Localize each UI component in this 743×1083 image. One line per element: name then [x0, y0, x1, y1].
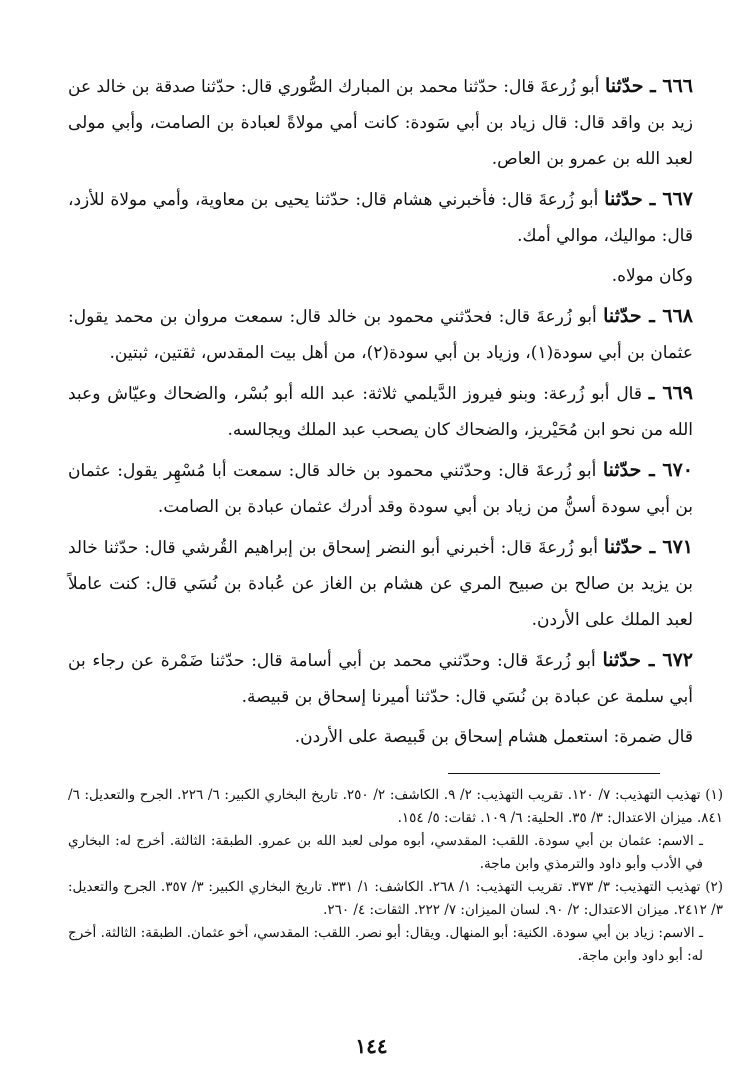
- paragraph-672: [68, 642, 723, 715]
- paragraph-text: أبو زُرعةَ قال: وحدّثني محمود بن خالد قال: سمعت أبا مُسْهِر يقول: عثمان بن أبي سودة أسنُّ من زياد بن أبي سودة وقد أدرك عثمان عبادة بن الصامت.: [68, 461, 693, 517]
- hadith-marker: ٦٧٢ ـ حدّثنا: [602, 649, 694, 671]
- paragraph-continuation: [68, 258, 723, 294]
- footnotes: [68, 784, 723, 968]
- hadith-marker: ٦٦٨ ـ حدّثنا: [603, 305, 693, 327]
- paragraph-666: [68, 68, 723, 177]
- footnote-1: (١) تهذيب التهذيب: ٧/ ١٢٠. تقريب التهذيب: ٢/ ٩. الكاشف: ٢/ ٢٥٠. تاريخ البخاري الكبير: ٦/ ٢٢٦. الجرح والتعديل: ٦/ ٨٤١. ميزان الاعتدال: ٣/ ٣٥. الحلية: ٦/ ١٠٩. ثقات: ٥/ ١٥٤.: [68, 787, 724, 826]
- footnote-2-detail: ـ الاسم: زياد بن أبي سودة. الكنية: أبو المنهال. ويقال: أبو نصر. اللقب: المقدسي، أخو عثمان. الطبقة: الثالثة. أخرج له: أبو داود وابن ماجة.: [68, 925, 703, 964]
- paragraph-671: [68, 529, 723, 638]
- paragraph-text: أبو زُرعةَ قال: وحدّثني محمد بن أبي أسامة قال: حدّثنا ضَمْرة عن رجاء بن أبي سلمة عن عبادة بن نُسَي قال: حدّثنا أميرنا إسحاق بن قبيصة.: [68, 651, 693, 707]
- paragraph-text: قال ضمرة: استعمل هشام إسحاق بن قَبيصة على الأردن.: [294, 727, 693, 747]
- paragraph-text: وكان مولاه.: [611, 266, 693, 286]
- hadith-marker: ٦٦٧ ـ حدّثنا: [604, 188, 693, 210]
- footnote-1-detail: ـ الاسم: عثمان بن أبي سودة. اللقب: المقدسي، أبوه مولى لعبد الله بن عمرو. الطبقة: الثالثة. أخرج له: البخاري في الأدب وأبو داود والترمذي وابن ماجة.: [68, 833, 703, 872]
- paragraph-closing: [68, 719, 723, 755]
- paragraph-text: أبو زُرعةَ قال: حدّثنا محمد بن المبارك الصُّوري قال: حدّثنا صدقة بن خالد عن زيد بن واقد قال: قال زياد بن أبي سَودة: كانت أمي مولاةً لعبادة بن الصامت، وأبي مولى لعبد الله بن عمرو بن العاص.: [68, 77, 693, 169]
- footnote-divider: [448, 773, 660, 774]
- paragraph-text: أبو زُرعةَ قال: أخبرني أبو النضر إسحاق بن إبراهيم القُرشي قال: حدّثنا خالد بن يزيد بن صالح بن صبيح المري عن هشام بن الغاز عن عُبادة بن نُسَي قال: كنت عاملاً لعبد الملك على الأردن.: [68, 538, 693, 630]
- hadith-marker: ٦٧٠ ـ حدّثنا: [602, 459, 693, 481]
- paragraph-670: [68, 452, 723, 525]
- footnote-2: (٢) تهذيب التهذيب: ٣/ ٣٧٣. تقريب التهذيب: ١/ ٢٦٨. الكاشف: ١/ ٣٣١. تاريخ البخاري الكبير: ٣/ ٣٥٧. الجرح والتعديل: ٣/ ٢٤١٢. ميزان الاعتدال: ٢/ ٩٠. لسان الميزان: ٧/ ٢٢٢. الثقات: ٤/ ٢٦٠.: [68, 879, 724, 918]
- hadith-marker: ٦٦٦ ـ حدّثنا: [604, 75, 693, 97]
- paragraph-667: [68, 181, 723, 254]
- paragraph-669: [68, 375, 723, 448]
- hadith-marker: ٦٧١ ـ حدّثنا: [603, 536, 694, 558]
- paragraph-668: [68, 298, 723, 371]
- hadith-marker: ٦٦٩ ـ: [648, 382, 694, 404]
- page-number: ١٤٤: [355, 1034, 388, 1058]
- paragraph-text: أبو زُرعةَ قال: فأخبرني هشام قال: حدّثنا يحيى بن معاوية، وأمي مولاة للأزد، قال: مواليك، موالي أمك.: [68, 190, 693, 246]
- main-text: [68, 68, 723, 759]
- paragraph-text: أبو زُرعةَ قال: فحدّثني محمود بن خالد قال: سمعت مروان بن محمد يقول: عثمان بن أبي سودة(١)، وزياد بن أبي سودة(٢)، من أهل بيت المقدس، ثقتين، ثبتين.: [68, 307, 693, 363]
- paragraph-text: قال أبو زُرعة: وبنو فيروز الدَّيلمي ثلاثة: عبد الله أبو بُسْر، والضحاك وعيّاش وعبد الله من نحو ابن مُحَيْريز، والضحاك كان يصحب عبد الملك ويجالسه.: [68, 384, 693, 440]
